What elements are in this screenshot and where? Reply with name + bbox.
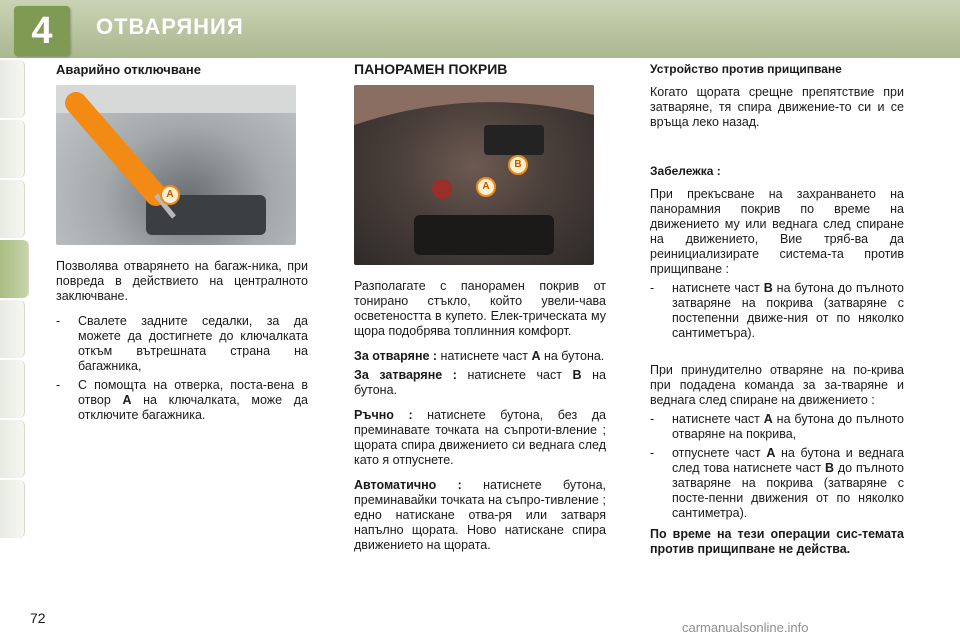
tab-3[interactable] <box>0 180 25 238</box>
label-a-marker: A <box>476 177 496 197</box>
roof-control-illustration <box>354 85 594 265</box>
list-item <box>650 412 904 442</box>
tab-4-active[interactable] <box>0 240 29 298</box>
screwdriver-illustration <box>56 85 296 245</box>
paragraph: При принудително отваряне на по-крива при подадена команда за за-тваряне и веднага след спиране на движението : <box>650 363 904 407</box>
bullet-text: натиснете част B на бутона до пълното затваряне на покрива (затваряне с постепенни движе-ния от по няколко сантиметъра). <box>672 281 904 340</box>
page-title: ОТВАРЯНИЯ <box>96 14 244 39</box>
chapter-tabs <box>0 60 32 580</box>
auto-instruction: Автоматично : натиснете бутона, преминавайки точката на съпро-тивление ; едно натискане отва-ря или затваря напълно щората. Ново натискане спира движението на щората. <box>354 478 606 552</box>
list-item <box>56 378 308 423</box>
tab-1[interactable] <box>0 60 25 118</box>
list-item <box>650 281 904 341</box>
bullet-text: отпуснете част A на бутона и веднага след това натиснете част B до пълното затваряне на покрива (затваряне с посте-пенни движения от по няколко сантиметра). <box>672 446 904 520</box>
bullet-dash: - <box>56 378 61 392</box>
label-b-marker: B <box>508 155 528 175</box>
paragraph: Позволява отварянето на багаж-ника, при повреда в действието на централното заключване. <box>56 259 308 303</box>
section-title: ПАНОРАМЕН ПОКРИВ <box>354 61 508 77</box>
section-title: Устройство против прищипване <box>650 62 842 76</box>
tab-6[interactable] <box>0 360 25 418</box>
bullet-dash: - <box>650 412 655 426</box>
bullet-text: С помощта на отверка, поста-вена в отвор A на ключалката, може да отключите багажника. <box>78 378 308 422</box>
section-title: Аварийно отключване <box>56 62 201 77</box>
bullet-dash: - <box>650 446 655 460</box>
page-number: 72 <box>30 610 46 626</box>
list-item <box>650 446 904 521</box>
close-instruction: За затваряне : натиснете част B на бутона. <box>354 368 606 397</box>
column-panoramic-roof <box>354 62 606 563</box>
note-title: Забележка : <box>650 164 721 178</box>
roof-button-photo <box>354 85 594 265</box>
chapter-number: 4 <box>14 6 70 56</box>
bullet-text: натиснете част A на бутона до пълното отваряне на покрива, <box>672 412 904 441</box>
tab-2[interactable] <box>0 120 25 178</box>
paragraph: Разполагате с панорамен покрив от тонирано стъкло, който увели-чава осветеността в купето. Елек-трическата му щора подобрява топлинния комфорт. <box>354 279 606 338</box>
watermark: carmanualsonline.info <box>682 620 809 635</box>
warning-text: По време на тези операции сис-темата против прищипване не действа. <box>650 527 904 556</box>
tab-7[interactable] <box>0 420 25 478</box>
manual-instruction: Ръчно : натиснете бутона, без да преминавате точката на съпроти-вление ; щората спира движението си веднага след като я отпуснете. <box>354 408 606 467</box>
column-anti-pinch <box>650 62 904 567</box>
column-emergency-unlock <box>56 62 308 427</box>
bullet-dash: - <box>56 314 61 328</box>
bullet-text: Свалете задните седалки, за да можете да достигнете до ключалката откъм вътрешната страна на багажника, <box>78 314 308 373</box>
list-item <box>56 314 308 374</box>
open-instruction: За отваряне : натиснете част A на бутона. <box>354 349 605 363</box>
tab-8[interactable] <box>0 480 25 538</box>
note-paragraph: При прекъсване на захранването на панорамния покрив по време на движението му или веднага след спиране на движението, Вие тряб-ва да реинициализирате система-та против прищипване : <box>650 187 904 276</box>
bullet-dash: - <box>650 281 655 295</box>
tab-5[interactable] <box>0 300 25 358</box>
trunk-lock-photo <box>56 85 296 245</box>
label-a-marker: A <box>160 185 180 205</box>
paragraph: Когато щората срещне препятствие при затваряне, тя спира движение-то си и се връща леко назад. <box>650 85 904 129</box>
